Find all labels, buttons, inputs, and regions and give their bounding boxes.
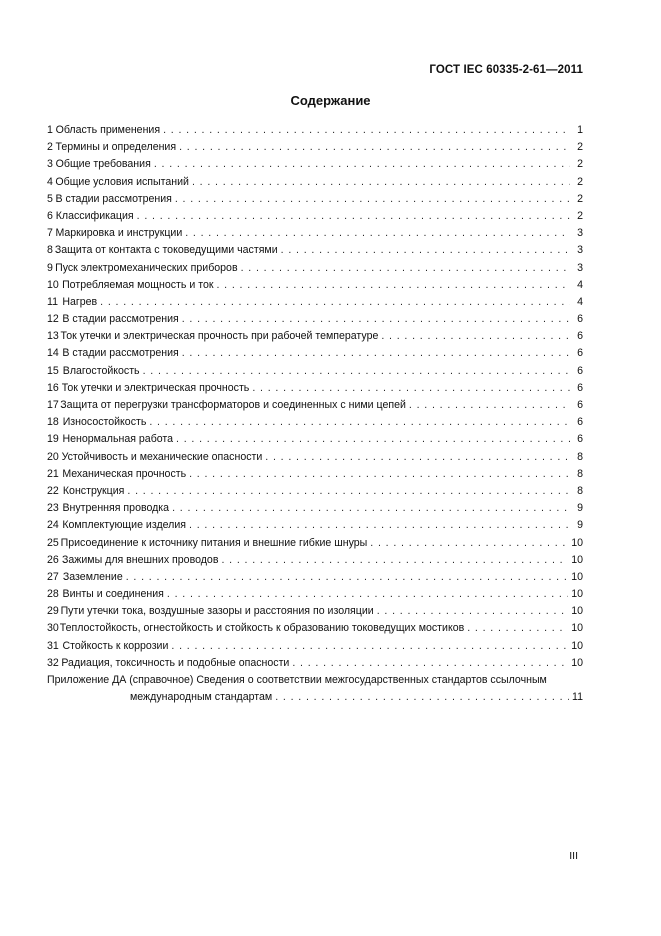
toc-entry-title: Износостойкость	[62, 416, 147, 429]
toc-entry-title: Ток утечки и электрическая прочность при рабочей температуре	[60, 330, 379, 343]
toc-entry-page: 3	[577, 244, 583, 257]
toc-entry[interactable]	[47, 328, 583, 345]
toc-entry-title: Теплостойкость, огнестойкость и стойкость к образованию токоведущих мостиков	[59, 622, 465, 635]
toc-entry-number: 12	[47, 313, 59, 326]
toc-entry-number: 29	[47, 605, 59, 618]
toc-entry-number: 13	[47, 330, 59, 343]
toc-entry-number: 26	[47, 553, 59, 566]
toc-entry-number: 31	[47, 639, 59, 652]
toc-entry[interactable]	[47, 397, 583, 414]
table-of-contents	[47, 122, 583, 706]
toc-entry-number: 23	[47, 502, 59, 515]
dot-leader	[163, 122, 570, 139]
toc-entry[interactable]	[47, 122, 583, 139]
dot-leader	[265, 449, 570, 466]
toc-entry-number: 25	[47, 536, 59, 549]
toc-entry[interactable]	[47, 431, 583, 448]
toc-entry[interactable]	[47, 517, 583, 534]
toc-entry-title: Механическая прочность	[62, 467, 187, 480]
dot-leader	[281, 242, 570, 259]
toc-entry-number: 18	[47, 416, 59, 429]
toc-entry-number: 4	[47, 175, 53, 188]
dot-leader	[221, 552, 568, 569]
toc-entry-number: 30	[47, 622, 59, 635]
toc-entry-title: Защита от контакта с токоведущими частями	[54, 244, 278, 257]
toc-entry[interactable]	[47, 603, 583, 620]
toc-entry-page: 2	[577, 175, 583, 188]
toc-entry-page: 3	[577, 227, 583, 240]
toc-entry-number: 3	[47, 158, 53, 171]
toc-entry[interactable]	[47, 363, 583, 380]
toc-entry-number: 24	[47, 519, 59, 532]
toc-entry-page: 6	[577, 347, 583, 360]
toc-entry-number: 14	[47, 347, 59, 360]
toc-entry-number: 21	[47, 467, 59, 480]
toc-entry-title: В стадии рассмотрения	[62, 313, 179, 326]
toc-entry-page: 4	[577, 278, 583, 291]
toc-entry[interactable]	[47, 156, 583, 173]
toc-entry[interactable]	[47, 655, 583, 672]
toc-entry-page: 9	[577, 519, 583, 532]
dot-leader	[172, 500, 570, 517]
toc-entry-page: 6	[577, 399, 583, 411]
toc-entry-number: 28	[47, 588, 59, 601]
toc-entry-title: Внутренняя проводка	[62, 502, 170, 515]
dot-leader	[252, 380, 570, 397]
annex-title-line1: Приложение ДА (справочное) Сведения о соответствии межгосударственных стандартов ссылочным	[47, 674, 547, 686]
dot-leader	[377, 603, 569, 620]
toc-entry-title: Радиация, токсичность и подобные опасности	[61, 656, 290, 669]
dot-leader	[100, 294, 570, 311]
toc-entry-title: Классификация	[55, 209, 134, 222]
toc-entry-title: Заземление	[62, 570, 123, 583]
toc-title: Содержание	[290, 93, 371, 108]
dot-leader	[241, 260, 570, 277]
toc-entry[interactable]	[47, 569, 583, 586]
dot-leader	[126, 569, 568, 586]
dot-leader	[167, 586, 568, 603]
toc-entry-title: Влагостойкость	[62, 364, 140, 377]
dot-leader	[467, 620, 568, 637]
toc-entry-number: 2	[47, 141, 53, 154]
toc-entry-number: 6	[47, 209, 53, 222]
toc-entry[interactable]	[47, 345, 583, 362]
toc-entry-page: 8	[577, 467, 583, 480]
toc-entry[interactable]	[47, 311, 583, 328]
toc-entry-title: Общие условия испытаний	[55, 175, 189, 188]
annex-page: 11	[572, 691, 583, 704]
toc-entry-title: Зажимы для внешних проводов	[62, 553, 219, 566]
toc-entry-page: 10	[571, 588, 583, 601]
toc-entry[interactable]	[47, 414, 583, 431]
toc-entry-number: 5	[47, 192, 53, 205]
toc-entry-page: 2	[577, 192, 583, 205]
toc-entry-title: Область применения	[55, 124, 161, 136]
toc-entry[interactable]	[47, 208, 583, 225]
toc-entry-title: Ток утечки и электрическая прочность	[61, 381, 250, 394]
annex-title-line2	[47, 689, 583, 706]
dot-leader	[275, 689, 569, 706]
toc-entry-page: 10	[571, 639, 583, 652]
dot-leader	[179, 139, 570, 156]
toc-entry-number: 9	[47, 261, 53, 274]
toc-entry-page: 6	[577, 364, 583, 377]
toc-entry-number: 27	[47, 570, 59, 583]
toc-entry-page: 10	[571, 622, 583, 635]
toc-entry[interactable]	[47, 500, 583, 517]
toc-entry[interactable]	[47, 225, 583, 242]
toc-entry-page: 8	[577, 484, 583, 497]
toc-entry[interactable]	[47, 483, 583, 500]
toc-entry-page: 8	[577, 450, 583, 463]
toc-entry[interactable]	[47, 277, 583, 294]
toc-entry[interactable]	[47, 260, 583, 277]
toc-entry-page: 4	[577, 295, 583, 308]
toc-entry-number: 32	[47, 656, 59, 669]
toc-entry[interactable]	[47, 638, 583, 655]
dot-leader	[171, 638, 568, 655]
toc-entry-page: 10	[571, 605, 583, 618]
toc-entry-page: 10	[571, 570, 583, 583]
toc-entry-title: Нагрев	[62, 295, 98, 308]
toc-entry-title: Маркировка и инструкции	[55, 227, 183, 240]
toc-entry[interactable]	[47, 552, 583, 569]
toc-entry-number: 11	[47, 295, 58, 308]
dot-leader	[216, 277, 570, 294]
toc-entry-page: 2	[577, 158, 583, 171]
toc-entry-title: Термины и определения	[55, 141, 177, 154]
toc-entry[interactable]	[47, 620, 583, 637]
dot-leader	[182, 345, 570, 362]
dot-leader	[370, 535, 568, 552]
dot-leader	[137, 208, 570, 225]
toc-entry-title: Пуск электромеханических приборов	[55, 261, 238, 274]
dot-leader	[182, 311, 570, 328]
dot-leader	[381, 328, 570, 345]
page-number: III	[569, 850, 578, 862]
dot-leader	[175, 191, 570, 208]
standard-code: ГОСТ IEC 60335-2-61—2011	[429, 64, 583, 76]
toc-entry-page: 10	[571, 553, 583, 566]
toc-entry-page: 10	[571, 536, 583, 549]
toc-entry[interactable]	[47, 139, 583, 156]
toc-entry-page: 9	[577, 502, 583, 515]
toc-entry-number: 15	[47, 364, 59, 377]
toc-entry[interactable]	[47, 174, 583, 191]
toc-entry[interactable]	[47, 294, 583, 311]
toc-entry-page: 10	[571, 656, 583, 669]
toc-entry-title: Ненормальная работа	[62, 433, 174, 446]
dot-leader	[189, 466, 570, 483]
dot-leader	[176, 431, 570, 448]
toc-entry-page: 6	[577, 381, 583, 394]
toc-entry-title: Устойчивость и механические опасности	[61, 450, 263, 463]
toc-entry-number: 7	[47, 227, 53, 240]
dot-leader	[185, 225, 570, 242]
toc-entry-number: 1	[47, 124, 53, 136]
dot-leader	[143, 363, 570, 380]
toc-entry-number: 22	[47, 484, 59, 497]
toc-entry-number: 19	[47, 433, 59, 446]
toc-entry[interactable]	[47, 535, 583, 552]
toc-entry-title: Защита от перегрузки трансформаторов и соединенных с ними цепей	[60, 399, 406, 411]
toc-entry-title: Присоединение к источнику питания и внешние гибкие шнуры	[60, 536, 368, 549]
toc-entry-title: Потребляемая мощность и ток	[62, 278, 214, 291]
toc-entry-number: 8	[47, 244, 53, 257]
toc-entry-page: 6	[577, 416, 583, 429]
dot-leader	[149, 414, 570, 431]
toc-entry[interactable]	[47, 191, 583, 208]
annex-title-continuation: международным стандартам	[130, 691, 273, 704]
toc-entry-title: Стойкость к коррозии	[62, 639, 169, 652]
toc-entry-page: 1	[577, 124, 583, 136]
toc-entry-title: Пути утечки тока, воздушные зазоры и расстояния по изоляции	[60, 605, 374, 618]
toc-annex-entry[interactable]	[47, 672, 583, 706]
toc-entry[interactable]	[47, 586, 583, 603]
toc-entry-number: 10	[47, 278, 59, 291]
toc-entry-page: 2	[577, 141, 583, 154]
toc-entry-page: 6	[577, 330, 583, 343]
toc-entry-title: В стадии рассмотрения	[62, 347, 179, 360]
dot-leader	[189, 517, 570, 534]
dot-leader	[292, 655, 568, 672]
toc-entry-title: Общие требования	[55, 158, 151, 171]
toc-entry[interactable]	[47, 380, 583, 397]
toc-entry-title: В стадии рассмотрения	[55, 192, 172, 205]
toc-entry[interactable]	[47, 466, 583, 483]
dot-leader	[409, 397, 570, 414]
toc-entry-number: 17	[47, 399, 59, 411]
toc-entry-number: 16	[47, 381, 59, 394]
toc-entry-number: 20	[47, 450, 59, 463]
toc-entry[interactable]	[47, 242, 583, 259]
toc-entry-title: Комплектующие изделия	[62, 519, 187, 532]
dot-leader	[127, 483, 570, 500]
toc-entry-title: Конструкция	[62, 484, 125, 497]
toc-entry-title: Винты и соединения	[62, 588, 164, 601]
toc-entry-page: 6	[577, 433, 583, 446]
dot-leader	[154, 156, 570, 173]
dot-leader	[192, 174, 570, 191]
toc-entry-page: 3	[577, 261, 583, 274]
toc-entry-page: 6	[577, 313, 583, 326]
toc-entry[interactable]	[47, 449, 583, 466]
toc-entry-page: 2	[577, 209, 583, 222]
